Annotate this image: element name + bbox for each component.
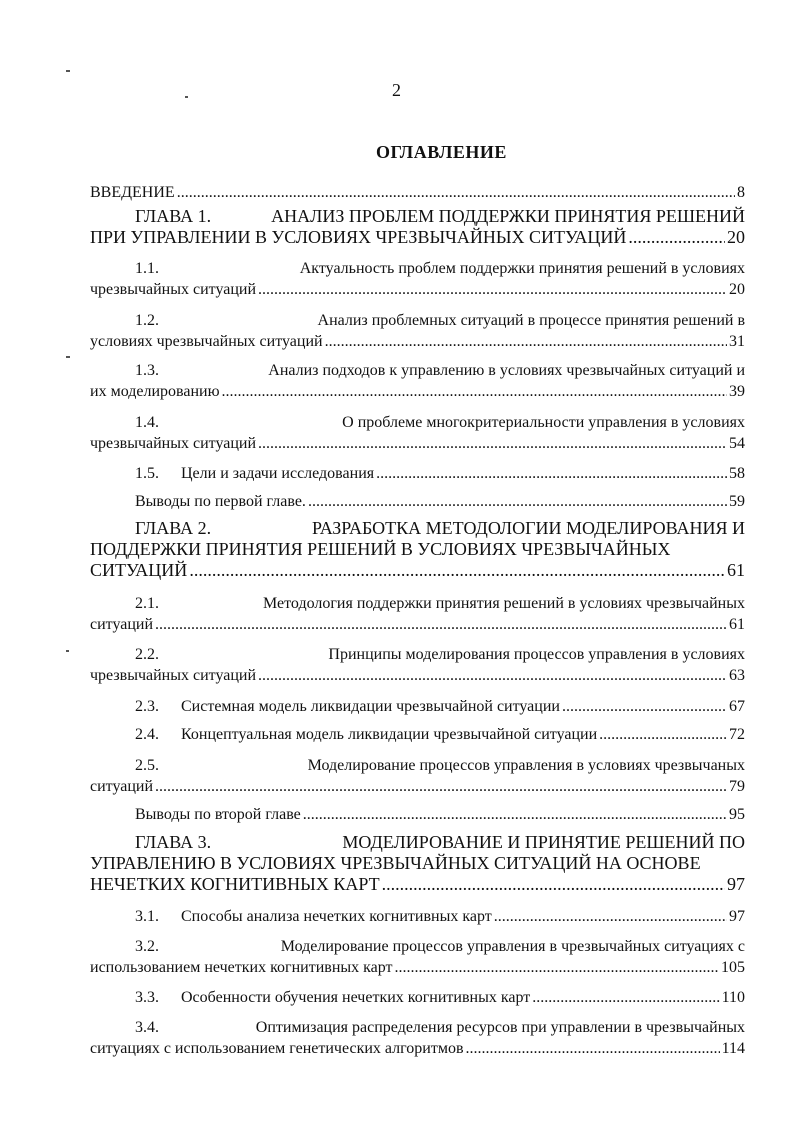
toc-entry-text: МОДЕЛИРОВАНИЕ И ПРИНЯТИЕ РЕШЕНИЙ ПО <box>342 832 745 852</box>
toc-entry-text: чрезвычайных ситуаций <box>90 667 257 684</box>
toc-entry-text: Выводы по первой главе. <box>135 493 306 510</box>
dot-leader <box>177 182 735 203</box>
page-number: 2 <box>392 80 401 100</box>
dot-leader <box>303 804 727 825</box>
toc-entry-text: ситуаций <box>90 778 154 795</box>
toc-page-number: 59 <box>729 493 745 510</box>
toc-entry-number: 1.5. <box>135 465 159 482</box>
scan-speck <box>66 70 70 72</box>
toc-entry <box>90 804 745 825</box>
toc-entry-text: Концептуальная модель ликвидации чрезвычайной ситуации <box>181 726 598 743</box>
toc-entry-number: 2.4. <box>135 726 159 743</box>
toc-entry <box>90 258 745 300</box>
toc-page-number: 97 <box>727 874 745 894</box>
toc-entry-text: ВВЕДЕНИЕ <box>90 184 175 201</box>
toc-entry-text: Способы анализа нечетких когнитивных карт <box>181 908 492 925</box>
toc-entry-number: 3.4. <box>135 1019 159 1036</box>
toc-entry-number: 2.3. <box>135 698 159 715</box>
toc-entry-text: Анализ проблемных ситуаций в процессе принятия решений в <box>317 312 745 329</box>
dot-leader <box>466 1038 720 1059</box>
dot-leader <box>382 874 725 895</box>
dot-leader <box>599 724 727 745</box>
toc-page-number: 67 <box>729 698 745 715</box>
dot-leader <box>325 331 727 352</box>
toc-entry <box>90 755 745 797</box>
toc-entry <box>90 1017 745 1059</box>
toc-entry <box>90 644 745 686</box>
toc-page-number: 61 <box>729 616 745 633</box>
toc-page-number: 61 <box>727 560 745 580</box>
toc-entry-text: ситуациях с использованием генетических алгоритмов <box>90 1040 464 1057</box>
toc-entry <box>90 906 745 927</box>
toc-entry-number: 3.2. <box>135 938 159 955</box>
toc-entry-number: 1.4. <box>135 414 159 431</box>
toc-page-number: 72 <box>729 726 745 743</box>
toc-entry <box>90 491 745 512</box>
dot-leader <box>532 987 719 1008</box>
dot-leader <box>155 614 727 635</box>
toc-entry-text: их моделированию <box>90 383 220 400</box>
scan-speck <box>66 356 70 358</box>
toc-page-number: 95 <box>729 806 745 823</box>
toc-entry-text: Выводы по второй главе <box>135 806 301 823</box>
toc-page-number: 31 <box>729 333 745 350</box>
toc-entry-text: Принципы моделирования процессов управления в условиях <box>328 646 745 663</box>
toc-page-number: 8 <box>737 184 745 201</box>
dot-leader <box>562 696 727 717</box>
toc-entry-number: 1.2. <box>135 312 159 329</box>
toc-entry <box>90 360 745 402</box>
toc-entry-text: ситуаций <box>90 616 154 633</box>
toc-page-number: 79 <box>729 778 745 795</box>
toc-entry-text: ПОДДЕРЖКИ ПРИНЯТИЯ РЕШЕНИЙ В УСЛОВИЯХ ЧРЕЗВЫЧАЙНЫХ <box>90 539 671 559</box>
dot-leader <box>155 776 727 797</box>
dot-leader <box>258 279 727 300</box>
toc-entry-text: Анализ подходов к управлению в условиях чрезвычайных ситуаций и <box>268 362 745 379</box>
dot-leader <box>494 906 727 927</box>
toc-entry-text: Моделирование процессов управления в чрезвычайных ситуациях с <box>280 938 745 955</box>
toc-entry <box>90 987 745 1008</box>
dot-leader <box>395 957 719 978</box>
dot-leader <box>258 665 727 686</box>
toc-entry-text: использованием нечетких когнитивных карт <box>90 959 393 976</box>
toc-entry-number: 3.3. <box>135 989 159 1006</box>
toc-entry <box>90 724 745 745</box>
toc-entry <box>90 696 745 717</box>
toc-entry-text: чрезвычайных ситуаций <box>90 435 257 452</box>
toc-page-number: 39 <box>729 383 745 400</box>
toc-entry-text: Актуальность проблем поддержки принятия решений в условиях <box>299 260 745 277</box>
toc-entry <box>90 182 745 203</box>
dot-leader <box>628 227 725 248</box>
toc-chapter <box>90 832 745 895</box>
toc-entry-text: Методология поддержки принятия решений в условиях чрезвычайных <box>263 595 745 612</box>
toc-entry-number: 3.1. <box>135 908 159 925</box>
toc-entry-number: ГЛАВА 3. <box>135 832 212 852</box>
toc-entry-text: УПРАВЛЕНИЮ В УСЛОВИЯХ ЧРЕЗВЫЧАЙНЫХ СИТУАЦИЙ НА ОСНОВЕ <box>90 853 701 873</box>
scan-speck <box>66 650 69 652</box>
toc-entry-text: условиях чрезвычайных ситуаций <box>90 333 323 350</box>
toc-entry-text: АНАЛИЗ ПРОБЛЕМ ПОДДЕРЖКИ ПРИНЯТИЯ РЕШЕНИЙ <box>271 206 745 226</box>
toc-entry-number: ГЛАВА 1. <box>135 206 212 226</box>
toc-page-number: 114 <box>721 1040 745 1057</box>
toc-entry-text: О проблеме многокритериальности управления в условиях <box>342 414 745 431</box>
dot-leader <box>189 560 725 581</box>
toc-page-number: 110 <box>721 989 745 1006</box>
toc-chapter <box>90 206 745 248</box>
toc-entry-text: НЕЧЕТКИХ КОГНИТИВНЫХ КАРТ <box>90 874 380 894</box>
toc-chapter <box>90 518 745 581</box>
toc-entry <box>90 593 745 635</box>
toc-entry-text: СИТУАЦИЙ <box>90 560 188 580</box>
toc-entry <box>90 936 745 978</box>
toc-page-number: 97 <box>729 908 745 925</box>
toc-entry-text: Оптимизация распределения ресурсов при управлении в чрезвычайных <box>255 1019 745 1036</box>
toc-page-number: 20 <box>729 281 745 298</box>
dot-leader <box>222 381 727 402</box>
toc-entry-text: Особенности обучения нечетких когнитивных карт <box>181 989 531 1006</box>
toc-page-number: 20 <box>727 227 745 247</box>
dot-leader <box>258 433 727 454</box>
toc-entry <box>90 412 745 454</box>
toc-page-number: 58 <box>729 465 745 482</box>
toc-entry-text: РАЗРАБОТКА МЕТОДОЛОГИИ МОДЕЛИРОВАНИЯ И <box>311 518 745 538</box>
toc-page-number: 105 <box>721 959 745 976</box>
toc-entry-number: 2.5. <box>135 757 159 774</box>
scan-speck <box>185 96 188 98</box>
toc-entry-number: ГЛАВА 2. <box>135 518 212 538</box>
dot-leader <box>308 491 727 512</box>
toc-entry-text: Моделирование процессов управления в условиях чрезвычаных <box>307 757 745 774</box>
toc-entry-number: 1.1. <box>135 260 159 277</box>
toc-page-number: 54 <box>729 435 745 452</box>
dot-leader <box>376 463 727 484</box>
toc-entry <box>90 463 745 484</box>
toc-entry <box>90 310 745 352</box>
toc-entry-text: Системная модель ликвидации чрезвычайной ситуации <box>181 698 560 715</box>
toc-title: ОГЛАВЛЕНИЕ <box>376 142 507 162</box>
toc-entry-number: 1.3. <box>135 362 159 379</box>
toc-page-number: 63 <box>729 667 745 684</box>
toc-entry-number: 2.1. <box>135 595 159 612</box>
toc-entry-text: Цели и задачи исследования <box>181 465 375 482</box>
toc-entry-text: ПРИ УПРАВЛЕНИИ В УСЛОВИЯХ ЧРЕЗВЫЧАЙНЫХ СИТУАЦИЙ <box>90 227 627 247</box>
toc-entry-text: чрезвычайных ситуаций <box>90 281 257 298</box>
toc-entry-number: 2.2. <box>135 646 159 663</box>
